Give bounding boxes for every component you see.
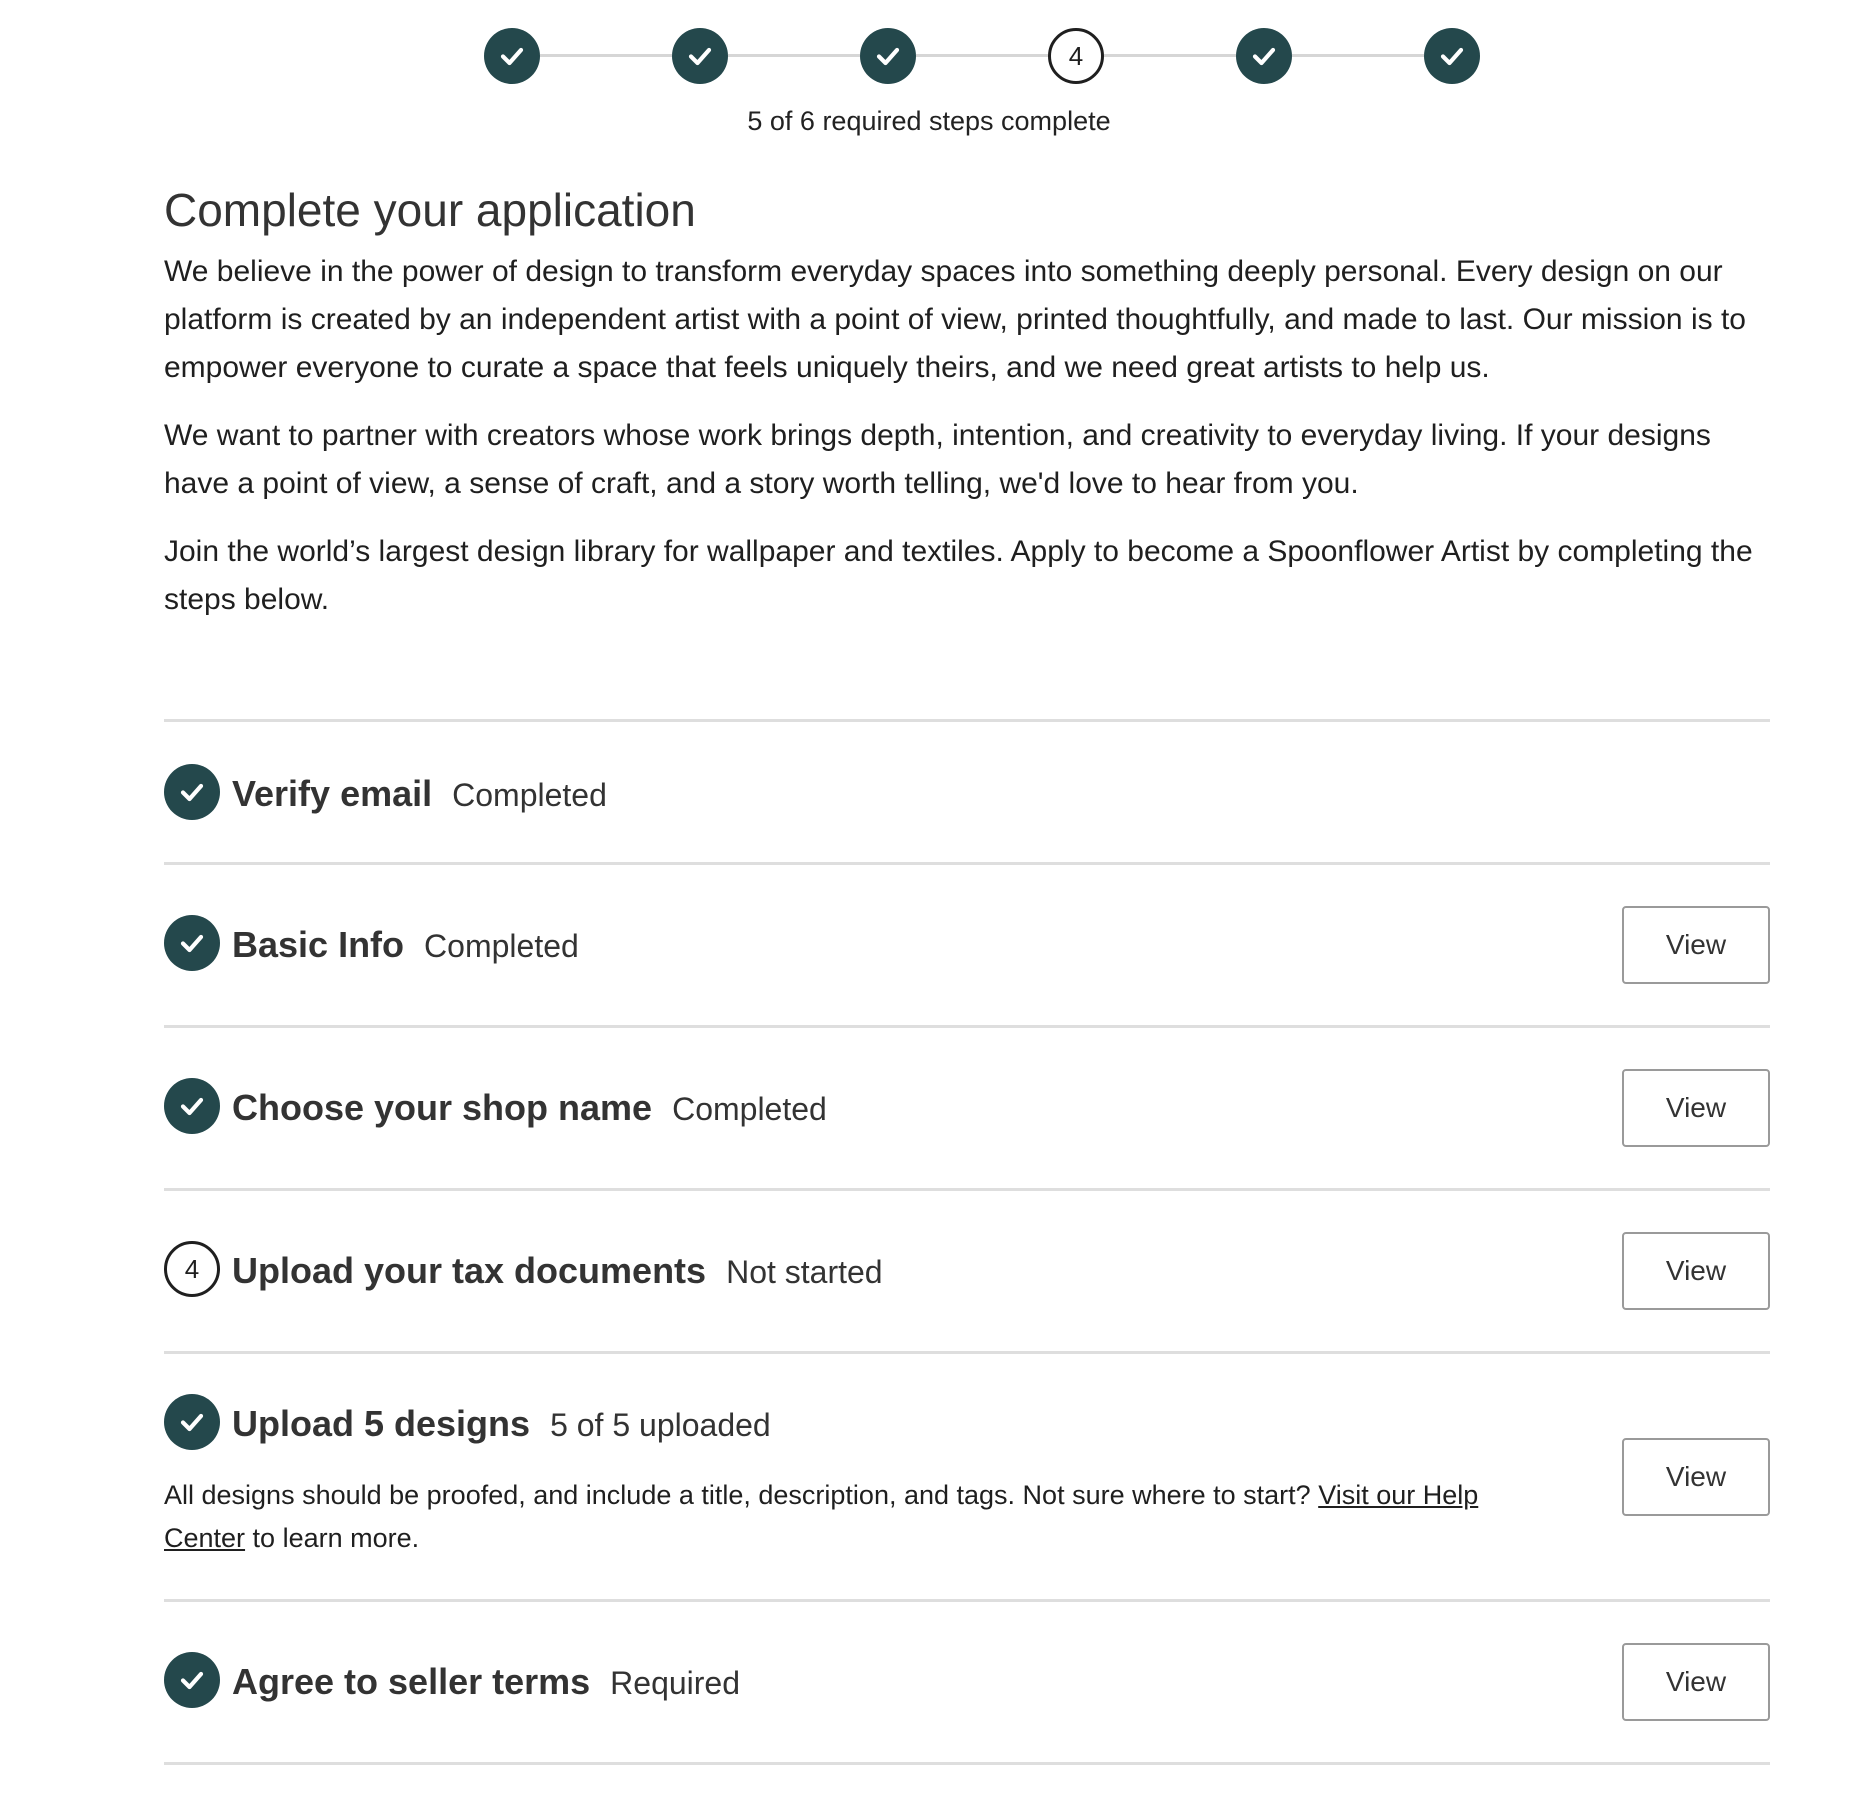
stepper-connector (1292, 54, 1424, 57)
step-status: Not started (726, 1254, 883, 1290)
check-icon (164, 764, 220, 820)
stepper-step-6 (1424, 28, 1480, 84)
step-number: 4 (1068, 41, 1084, 71)
step-number-icon (164, 1241, 220, 1297)
step-row-tax-documents (164, 1191, 1770, 1351)
help-center-link[interactable]: Visit our Help Center (164, 1480, 1479, 1553)
step-title: Agree to seller terms (232, 1661, 591, 1702)
progress-stepper (0, 28, 1858, 84)
page-title: Complete your application (164, 184, 696, 236)
check-icon (873, 41, 903, 71)
view-shop-name-button[interactable]: View (1622, 1069, 1770, 1147)
step-row-seller-terms (164, 1602, 1770, 1762)
view-basic-info-button[interactable]: View (1622, 906, 1770, 984)
stepper-connector (1104, 54, 1236, 57)
stepper-step-1 (484, 28, 540, 84)
view-seller-terms-button[interactable]: View (1622, 1643, 1770, 1721)
check-icon (685, 41, 715, 71)
step-row-upload-designs (164, 1354, 1770, 1599)
intro-section (164, 180, 1770, 624)
stepper-connector (540, 54, 672, 57)
stepper-connector (728, 54, 860, 57)
stepper-step-5 (1236, 28, 1292, 84)
step-title: Choose your shop name (232, 1087, 653, 1128)
check-icon (1249, 41, 1279, 71)
stepper-step-2 (672, 28, 728, 84)
step-row-basic-info (164, 865, 1770, 1025)
check-icon (164, 915, 220, 971)
step-title: Verify email (232, 773, 433, 814)
step-title: Basic Info (232, 924, 405, 965)
application-steps-list (164, 719, 1770, 1765)
step-title: Upload your tax documents (232, 1250, 707, 1291)
step-title: Upload 5 designs (232, 1403, 531, 1444)
check-icon (1437, 41, 1467, 71)
progress-text: 5 of 6 required steps complete (747, 106, 1111, 136)
intro-paragraph: Join the world’s largest design library for wallpaper and textiles. Apply to become a Spoonflower Artist by completing the steps below. (164, 535, 1753, 616)
step-status: 5 of 5 uploaded (550, 1407, 771, 1443)
check-icon (164, 1652, 220, 1708)
step-row-shop-name (164, 1028, 1770, 1188)
check-icon (164, 1078, 220, 1134)
step-status: Required (610, 1665, 741, 1701)
check-icon (164, 1394, 220, 1450)
intro-paragraph: We believe in the power of design to transform everyday spaces into something deeply personal. Every design on our platform is created by an independent artist with a point of view, printed thoughtfully, and made to last. Our mission is to empower everyone to curate a space that feels uniquely theirs, and we need great artists to help us. (164, 255, 1746, 384)
stepper-step-3 (860, 28, 916, 84)
step-number: 4 (184, 1254, 200, 1284)
step-status: Completed (424, 928, 579, 964)
divider (164, 1762, 1770, 1765)
stepper-connector (916, 54, 1048, 57)
step-status: Completed (452, 777, 607, 813)
step-description: All designs should be proofed, and include a title, description, and tags. Not sure where to start? Visit our Help Center to learn more. (164, 1480, 1479, 1553)
intro-paragraph: We want to partner with creators whose work brings depth, intention, and creativity to everyday living. If your designs have a point of view, a sense of craft, and a story worth telling, we'd love to hear from you. (164, 419, 1711, 500)
stepper-step-4 (1048, 28, 1104, 84)
step-status: Completed (672, 1091, 827, 1127)
view-designs-button[interactable]: View (1622, 1438, 1770, 1516)
step-row-verify-email (164, 722, 1770, 862)
view-tax-documents-button[interactable]: View (1622, 1232, 1770, 1310)
check-icon (497, 41, 527, 71)
